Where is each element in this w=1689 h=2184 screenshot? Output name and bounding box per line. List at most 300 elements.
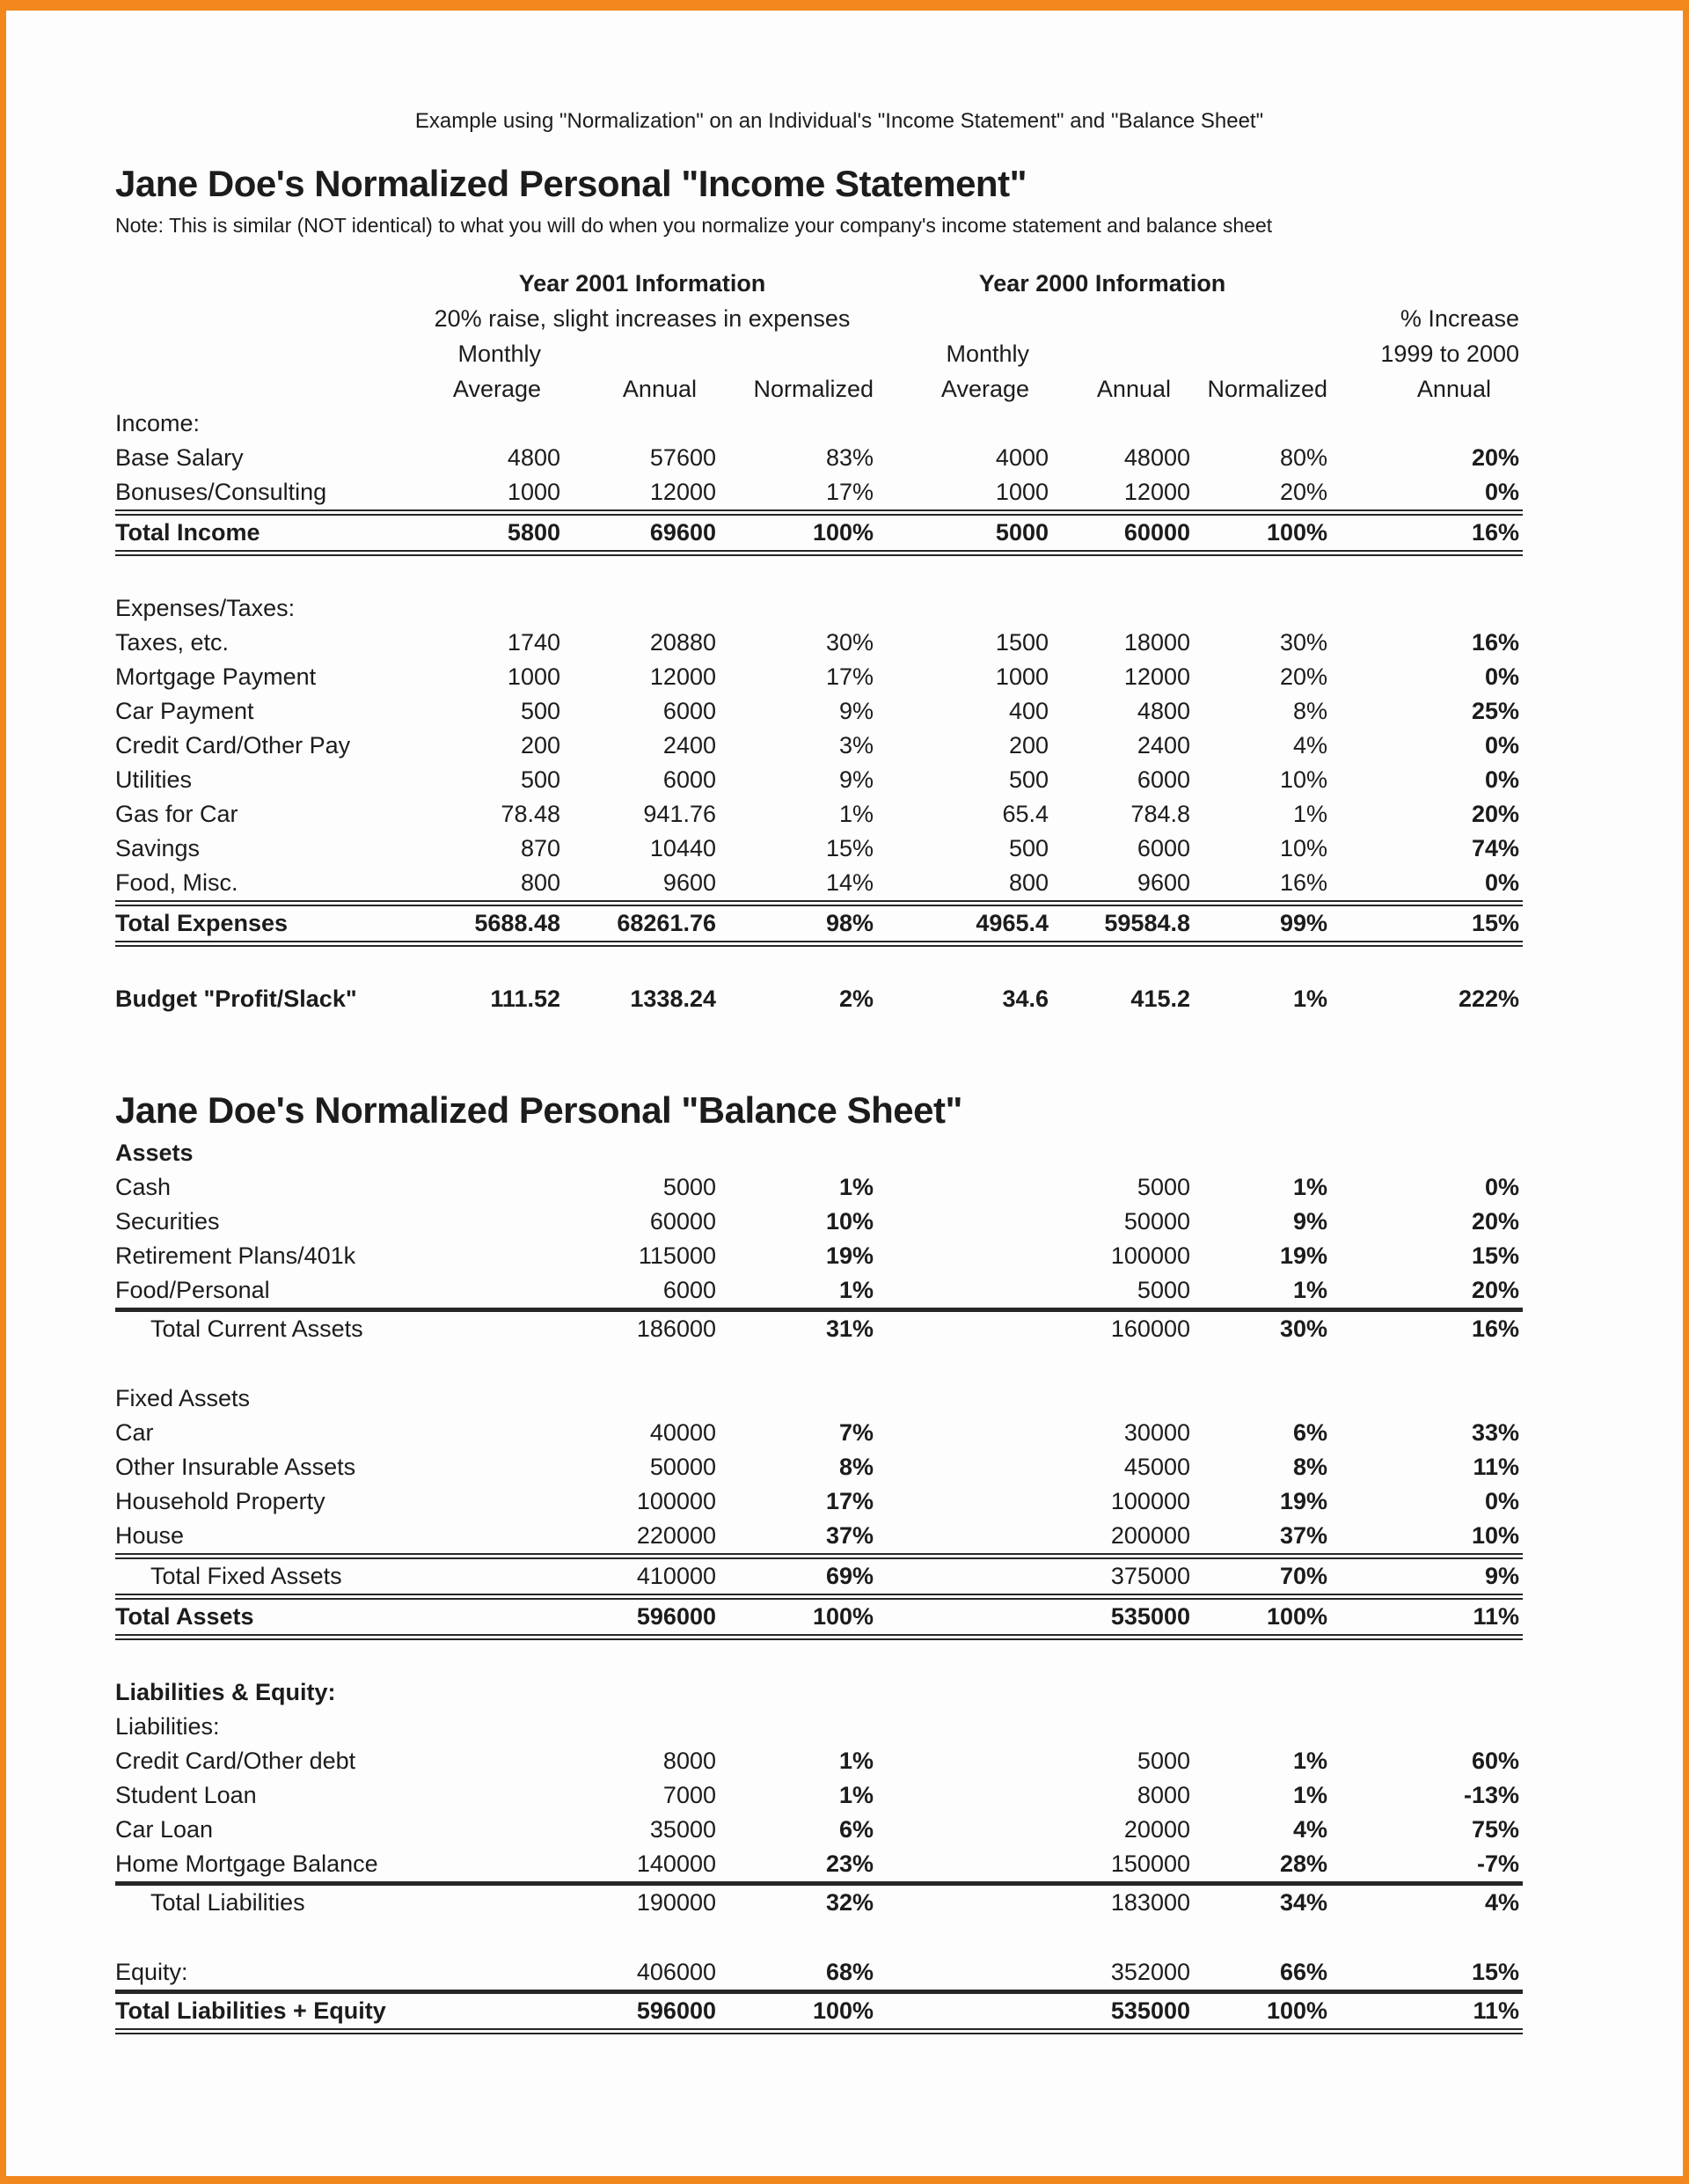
pct-increase-header-line2: 1999 to 2000 bbox=[1380, 340, 1519, 367]
value-cell: 9600 bbox=[662, 869, 716, 896]
pct-increase-header-line1: % Increase bbox=[1400, 304, 1519, 332]
value-cell bbox=[411, 1205, 564, 1239]
table-row bbox=[115, 1557, 1523, 1597]
value-cell: 4000 bbox=[995, 444, 1049, 471]
table-row bbox=[115, 904, 1523, 944]
value-cell: 535000 bbox=[1052, 1597, 1194, 1638]
value-cell bbox=[1194, 407, 1331, 441]
table-row bbox=[115, 1847, 1523, 1884]
value-cell: 1% bbox=[838, 1174, 874, 1200]
table-row bbox=[115, 944, 1523, 983]
header-spacer bbox=[1194, 336, 1331, 371]
value-cell: 7% bbox=[838, 1419, 874, 1446]
value-cell bbox=[877, 1847, 1052, 1884]
value-cell bbox=[1194, 591, 1331, 626]
value-cell: 535000 bbox=[1052, 1992, 1194, 2032]
value-cell bbox=[411, 1450, 564, 1484]
value-cell: 3% bbox=[838, 732, 874, 759]
value-cell bbox=[877, 1597, 1052, 1638]
value-cell bbox=[1052, 1381, 1194, 1416]
value-cell: 4800 bbox=[507, 444, 560, 471]
value-cell bbox=[411, 1597, 564, 1638]
value-cell: 183000 bbox=[1052, 1884, 1194, 1921]
value-cell bbox=[411, 591, 564, 626]
value-cell bbox=[877, 407, 1052, 441]
value-cell: 1000 bbox=[507, 663, 560, 690]
row-label: Gas for Car bbox=[115, 801, 238, 827]
value-cell bbox=[877, 1813, 1052, 1847]
value-cell: 25% bbox=[1471, 698, 1519, 724]
value-cell: 9% bbox=[1331, 1557, 1523, 1597]
value-cell: 60000 bbox=[1052, 513, 1194, 553]
value-cell: 140000 bbox=[636, 1851, 716, 1877]
row-label: Retirement Plans/401k bbox=[115, 1242, 356, 1269]
value-cell: 35000 bbox=[649, 1816, 716, 1843]
value-cell: 100% bbox=[1194, 1597, 1331, 1638]
header-spacer bbox=[115, 336, 411, 371]
table-row bbox=[115, 1416, 1523, 1450]
value-cell: 160000 bbox=[1052, 1310, 1194, 1347]
value-cell: 1% bbox=[1292, 1174, 1327, 1200]
row-label: Car Payment bbox=[115, 698, 254, 724]
row-label: Fixed Assets bbox=[115, 1385, 251, 1411]
value-cell: 20% bbox=[1471, 444, 1519, 471]
monthly-header-2001: Monthly bbox=[457, 340, 541, 367]
value-cell bbox=[877, 1450, 1052, 1484]
average-header-2001: Average bbox=[452, 375, 541, 402]
table-row bbox=[115, 694, 1523, 729]
value-cell: 45000 bbox=[1123, 1454, 1190, 1480]
value-cell: 70% bbox=[1194, 1557, 1331, 1597]
value-cell: 100% bbox=[1194, 513, 1331, 553]
value-cell bbox=[877, 1170, 1052, 1205]
table-row bbox=[115, 591, 1523, 626]
value-cell: 200 bbox=[520, 732, 560, 759]
value-cell: 15% bbox=[1331, 904, 1523, 944]
table-row bbox=[115, 1381, 1523, 1416]
value-cell: 15% bbox=[1471, 1959, 1519, 1985]
value-cell bbox=[877, 1710, 1052, 1744]
value-cell: 40000 bbox=[649, 1419, 716, 1446]
value-cell: 220000 bbox=[636, 1522, 716, 1549]
value-cell bbox=[720, 1710, 877, 1744]
table-row bbox=[115, 513, 1523, 553]
table-row bbox=[115, 1346, 1523, 1381]
row-label: Credit Card/Other debt bbox=[115, 1748, 356, 1774]
value-cell: 2400 bbox=[1137, 732, 1190, 759]
value-cell bbox=[564, 407, 720, 441]
annual-header-2001: Annual bbox=[622, 375, 697, 402]
value-cell bbox=[877, 1273, 1052, 1310]
table-row bbox=[115, 1884, 1523, 1921]
value-cell: 11% bbox=[1473, 1454, 1519, 1480]
table-row bbox=[115, 1310, 1523, 1347]
table-row bbox=[115, 1638, 1523, 1676]
value-cell: 50000 bbox=[649, 1454, 716, 1480]
row-label: Liabilities & Equity: bbox=[115, 1679, 336, 1705]
value-cell bbox=[564, 591, 720, 626]
value-cell: 15% bbox=[825, 835, 874, 861]
value-cell: 30% bbox=[825, 629, 874, 656]
row-label: House bbox=[115, 1522, 185, 1549]
value-cell: 9% bbox=[838, 698, 874, 724]
table-row bbox=[115, 797, 1523, 832]
value-cell: 8% bbox=[838, 1454, 874, 1480]
value-cell: 20000 bbox=[1123, 1816, 1190, 1843]
row-label: Total Liabilities bbox=[115, 1884, 411, 1921]
value-cell: 100000 bbox=[636, 1488, 716, 1514]
value-cell bbox=[564, 1381, 720, 1416]
header-spacer bbox=[115, 371, 411, 407]
value-cell: 0% bbox=[1484, 1488, 1519, 1514]
table-row bbox=[115, 1992, 1523, 2032]
value-cell: 33% bbox=[1471, 1419, 1519, 1446]
value-cell: 115000 bbox=[638, 1242, 716, 1269]
value-cell: 31% bbox=[720, 1310, 877, 1347]
value-cell: 75% bbox=[1471, 1816, 1519, 1843]
value-cell: 1338.24 bbox=[630, 986, 716, 1012]
value-cell bbox=[720, 1136, 877, 1170]
value-cell: 15% bbox=[1471, 1242, 1519, 1269]
value-cell: 5000 bbox=[1137, 1174, 1190, 1200]
value-cell: 7000 bbox=[662, 1782, 716, 1808]
value-cell: 0% bbox=[1484, 1174, 1519, 1200]
value-cell bbox=[877, 1416, 1052, 1450]
table-row bbox=[115, 1205, 1523, 1239]
table-row bbox=[115, 1450, 1523, 1484]
row-label: Assets bbox=[115, 1140, 194, 1166]
table-row bbox=[115, 553, 1523, 592]
value-cell: 0% bbox=[1484, 479, 1519, 505]
spacer-cell bbox=[115, 553, 1523, 592]
value-cell: 1740 bbox=[507, 629, 560, 656]
value-cell: 16% bbox=[1471, 629, 1519, 656]
row-label: Savings bbox=[115, 835, 201, 861]
value-cell: 6000 bbox=[662, 698, 716, 724]
value-cell bbox=[564, 1675, 720, 1710]
value-cell: 37% bbox=[825, 1522, 874, 1549]
value-cell: 12000 bbox=[1123, 479, 1190, 505]
value-cell: 17% bbox=[825, 479, 874, 505]
value-cell: 111.52 bbox=[490, 986, 560, 1012]
value-cell: 32% bbox=[720, 1884, 877, 1921]
row-label: Food, Misc. bbox=[115, 869, 238, 896]
value-cell bbox=[411, 1519, 564, 1557]
value-cell: 19% bbox=[1279, 1488, 1327, 1514]
table-row bbox=[115, 1136, 1523, 1170]
value-cell: 69% bbox=[720, 1557, 877, 1597]
value-cell bbox=[411, 1744, 564, 1778]
value-cell bbox=[1052, 407, 1194, 441]
row-label: Expenses/Taxes: bbox=[115, 595, 296, 621]
value-cell bbox=[1052, 1710, 1194, 1744]
value-cell: 20% bbox=[1279, 479, 1327, 505]
value-cell bbox=[411, 1381, 564, 1416]
value-cell: 18000 bbox=[1123, 629, 1190, 656]
value-cell bbox=[411, 1675, 564, 1710]
table-row bbox=[115, 1170, 1523, 1205]
row-label: Total Liabilities + Equity bbox=[115, 1992, 411, 2032]
value-cell: -7% bbox=[1476, 1851, 1519, 1877]
value-cell: 6000 bbox=[1137, 835, 1190, 861]
value-cell bbox=[877, 1310, 1052, 1347]
value-cell: 20% bbox=[1471, 1208, 1519, 1235]
row-label: Base Salary bbox=[115, 444, 244, 471]
value-cell: 2% bbox=[838, 986, 874, 1012]
header-row-subnote bbox=[115, 301, 1523, 336]
value-cell: 5800 bbox=[411, 513, 564, 553]
balance-sheet-body bbox=[115, 1136, 1523, 2032]
value-cell bbox=[877, 1955, 1052, 1992]
value-cell: 10% bbox=[1279, 766, 1327, 793]
value-cell bbox=[877, 1381, 1052, 1416]
value-cell: 100% bbox=[720, 1597, 877, 1638]
table-row bbox=[115, 475, 1523, 513]
value-cell bbox=[1331, 591, 1523, 626]
spacer-cell bbox=[115, 1346, 1523, 1381]
table-row bbox=[115, 1710, 1523, 1744]
value-cell: 100% bbox=[720, 513, 877, 553]
table-row bbox=[115, 1484, 1523, 1519]
value-cell bbox=[411, 1310, 564, 1347]
value-cell: 415.2 bbox=[1130, 986, 1190, 1012]
value-cell: 74% bbox=[1471, 835, 1519, 861]
value-cell bbox=[411, 407, 564, 441]
value-cell: 1000 bbox=[995, 479, 1049, 505]
value-cell: 4% bbox=[1292, 732, 1327, 759]
value-cell: 1% bbox=[838, 1277, 874, 1303]
header-row-groups bbox=[115, 266, 1523, 301]
value-cell: 6000 bbox=[662, 1277, 716, 1303]
value-cell: 1% bbox=[838, 1782, 874, 1808]
value-cell: 800 bbox=[1008, 869, 1049, 896]
value-cell: 1% bbox=[1292, 986, 1327, 1012]
value-cell: 30% bbox=[1194, 1310, 1331, 1347]
value-cell bbox=[411, 1710, 564, 1744]
value-cell: 1000 bbox=[995, 663, 1049, 690]
note-line: Note: This is similar (NOT identical) to what you will do when you normalize your company's income statement and balance sheet bbox=[115, 214, 1273, 237]
raise-note: 20% raise, slight increases in expenses bbox=[434, 304, 851, 332]
value-cell: 5000 bbox=[662, 1174, 716, 1200]
value-cell bbox=[720, 407, 877, 441]
row-label: Student Loan bbox=[115, 1782, 257, 1808]
value-cell: 5688.48 bbox=[411, 904, 564, 944]
value-cell: 800 bbox=[520, 869, 560, 896]
value-cell bbox=[411, 1884, 564, 1921]
income-statement-body bbox=[115, 407, 1523, 1016]
header-row-columns bbox=[115, 371, 1523, 407]
value-cell: 17% bbox=[825, 663, 874, 690]
value-cell: -13% bbox=[1463, 1782, 1519, 1808]
value-cell: 99% bbox=[1194, 904, 1331, 944]
value-cell bbox=[411, 1239, 564, 1273]
value-cell: 30% bbox=[1279, 629, 1327, 656]
value-cell bbox=[1331, 1675, 1523, 1710]
table-row bbox=[115, 763, 1523, 797]
value-cell: 83% bbox=[825, 444, 874, 471]
table-row bbox=[115, 1778, 1523, 1813]
value-cell bbox=[1331, 1710, 1523, 1744]
header-spacer bbox=[115, 301, 411, 336]
year-2001-group-header: Year 2001 Information bbox=[518, 269, 766, 297]
value-cell: 375000 bbox=[1052, 1557, 1194, 1597]
value-cell: 57600 bbox=[649, 444, 716, 471]
value-cell: 28% bbox=[1279, 1851, 1327, 1877]
income-statement-table bbox=[115, 266, 1523, 1016]
value-cell bbox=[877, 1136, 1052, 1170]
row-label: Total Expenses bbox=[115, 904, 411, 944]
value-cell: 60000 bbox=[649, 1208, 716, 1235]
value-cell: 1% bbox=[1292, 1748, 1327, 1774]
value-cell: 596000 bbox=[564, 1992, 720, 2032]
value-cell: 12000 bbox=[649, 663, 716, 690]
value-cell: 222% bbox=[1458, 986, 1519, 1012]
pct-increase-header-line3: Annual bbox=[1416, 375, 1491, 402]
value-cell: 6% bbox=[838, 1816, 874, 1843]
value-cell: 37% bbox=[1279, 1522, 1327, 1549]
row-label: Home Mortgage Balance bbox=[115, 1851, 378, 1877]
row-label: Credit Card/Other Pay bbox=[115, 732, 351, 759]
value-cell: 1% bbox=[1292, 801, 1327, 827]
value-cell: 9% bbox=[1292, 1208, 1327, 1235]
value-cell bbox=[877, 1519, 1052, 1557]
value-cell: 12000 bbox=[1123, 663, 1190, 690]
value-cell: 5000 bbox=[1137, 1277, 1190, 1303]
value-cell: 68% bbox=[825, 1959, 874, 1985]
value-cell: 0% bbox=[1484, 663, 1519, 690]
value-cell bbox=[1331, 1381, 1523, 1416]
row-label: Taxes, etc. bbox=[115, 629, 230, 656]
header-spacer bbox=[1331, 266, 1523, 301]
value-cell: 17% bbox=[825, 1488, 874, 1514]
table-row bbox=[115, 1519, 1523, 1557]
header-spacer bbox=[115, 266, 411, 301]
row-label: Car Loan bbox=[115, 1816, 214, 1843]
row-label: Total Assets bbox=[115, 1597, 411, 1638]
table-row bbox=[115, 982, 1523, 1016]
value-cell: 186000 bbox=[564, 1310, 720, 1347]
monthly-header-2000: Monthly bbox=[946, 340, 1029, 367]
value-cell: 11% bbox=[1331, 1597, 1523, 1638]
row-label: Cash bbox=[115, 1174, 172, 1200]
value-cell: 68261.76 bbox=[564, 904, 720, 944]
value-cell: 150000 bbox=[1110, 1851, 1190, 1877]
table-row bbox=[115, 832, 1523, 866]
value-cell bbox=[720, 1675, 877, 1710]
table-header bbox=[115, 266, 1523, 407]
value-cell: 190000 bbox=[564, 1884, 720, 1921]
value-cell: 1% bbox=[838, 1748, 874, 1774]
value-cell: 1500 bbox=[995, 629, 1049, 656]
value-cell: 4800 bbox=[1137, 698, 1190, 724]
value-cell: 16% bbox=[1331, 1310, 1523, 1347]
value-cell bbox=[411, 1955, 564, 1992]
value-cell: 65.4 bbox=[1002, 801, 1049, 827]
value-cell bbox=[411, 1136, 564, 1170]
value-cell: 12000 bbox=[649, 479, 716, 505]
value-cell: 19% bbox=[825, 1242, 874, 1269]
row-label: Budget "Profit/Slack" bbox=[115, 986, 357, 1012]
balance-sheet-title: Jane Doe's Normalized Personal "Balance Sheet" bbox=[115, 1089, 962, 1131]
table-row bbox=[115, 660, 1523, 694]
value-cell: 8% bbox=[1292, 1454, 1327, 1480]
year-2000-group-header: Year 2000 Information bbox=[978, 269, 1226, 297]
value-cell: 16% bbox=[1279, 869, 1327, 896]
value-cell: 6000 bbox=[662, 766, 716, 793]
value-cell bbox=[877, 1484, 1052, 1519]
row-label: Total Fixed Assets bbox=[115, 1557, 411, 1597]
row-label: Mortgage Payment bbox=[115, 663, 317, 690]
value-cell: 8000 bbox=[662, 1748, 716, 1774]
value-cell: 60% bbox=[1471, 1748, 1519, 1774]
value-cell: 200 bbox=[1008, 732, 1049, 759]
row-label: Household Property bbox=[115, 1488, 325, 1514]
header-spacer bbox=[1052, 336, 1194, 371]
value-cell bbox=[1331, 407, 1523, 441]
spacer-cell bbox=[115, 944, 1523, 983]
value-cell: 500 bbox=[1008, 835, 1049, 861]
value-cell: 784.8 bbox=[1130, 801, 1190, 827]
table-row bbox=[115, 729, 1523, 763]
spacer-cell bbox=[115, 1920, 1523, 1955]
value-cell bbox=[411, 1273, 564, 1310]
table-row bbox=[115, 1239, 1523, 1273]
top-caption: Example using "Normalization" on an Individual's "Income Statement" and "Balance Sheet" bbox=[414, 109, 1264, 133]
value-cell bbox=[877, 1675, 1052, 1710]
value-cell: 6000 bbox=[1137, 766, 1190, 793]
row-label: Car bbox=[115, 1419, 154, 1446]
row-label: Other Insurable Assets bbox=[115, 1454, 356, 1480]
value-cell: 200000 bbox=[1110, 1522, 1190, 1549]
income-statement-title: Jane Doe's Normalized Personal "Income Statement" bbox=[115, 163, 1027, 204]
table-row bbox=[115, 407, 1523, 441]
value-cell: 10% bbox=[1279, 835, 1327, 861]
value-cell bbox=[877, 1744, 1052, 1778]
table-row bbox=[115, 1273, 1523, 1310]
value-cell: 406000 bbox=[636, 1959, 716, 1985]
spacer-cell bbox=[115, 1638, 1523, 1676]
value-cell: 48000 bbox=[1123, 444, 1190, 471]
document-content bbox=[115, 109, 1523, 2034]
value-cell bbox=[720, 591, 877, 626]
value-cell: 10440 bbox=[649, 835, 716, 861]
row-label: Total Income bbox=[115, 513, 411, 553]
table-row bbox=[115, 1597, 1523, 1638]
value-cell: 100000 bbox=[1110, 1242, 1190, 1269]
value-cell: 19% bbox=[1279, 1242, 1327, 1269]
header-spacer bbox=[877, 301, 1331, 336]
value-cell bbox=[411, 1416, 564, 1450]
value-cell: 410000 bbox=[564, 1557, 720, 1597]
value-cell: 2400 bbox=[662, 732, 716, 759]
value-cell: 4965.4 bbox=[877, 904, 1052, 944]
row-label: Food/Personal bbox=[115, 1277, 270, 1303]
value-cell bbox=[877, 1557, 1052, 1597]
table-row bbox=[115, 1955, 1523, 1992]
table-row bbox=[115, 1813, 1523, 1847]
value-cell bbox=[877, 1239, 1052, 1273]
value-cell: 1% bbox=[1292, 1782, 1327, 1808]
row-label: Income: bbox=[115, 410, 201, 436]
value-cell bbox=[877, 1778, 1052, 1813]
value-cell: 1% bbox=[1292, 1277, 1327, 1303]
value-cell: 20% bbox=[1279, 663, 1327, 690]
value-cell: 596000 bbox=[564, 1597, 720, 1638]
value-cell: 23% bbox=[825, 1851, 874, 1877]
value-cell bbox=[720, 1381, 877, 1416]
value-cell: 5000 bbox=[1137, 1748, 1190, 1774]
value-cell: 0% bbox=[1484, 766, 1519, 793]
